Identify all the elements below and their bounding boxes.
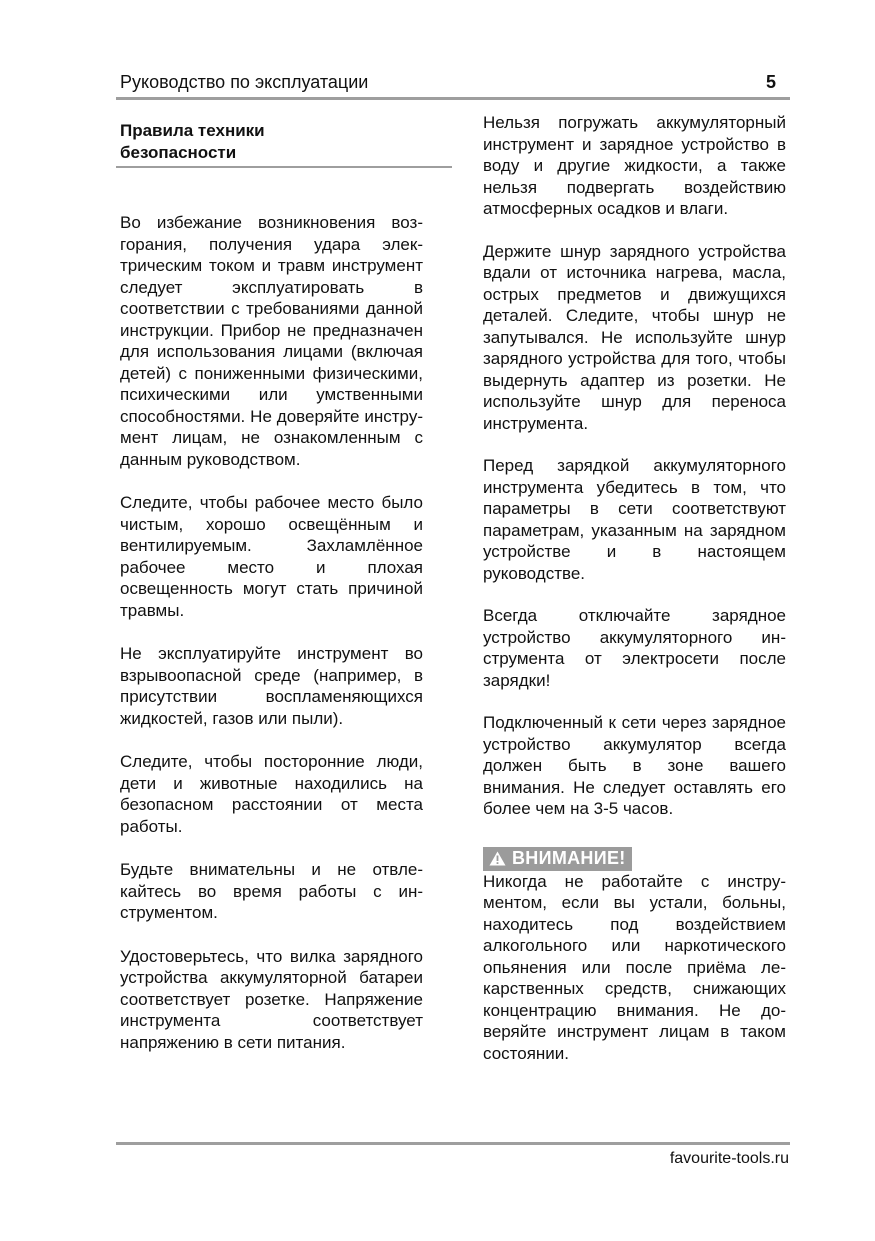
warning-triangle-icon [489,849,506,871]
paragraph: Подключенный к сети через зарядное устройство аккумулятор всегда должен быть в зоне вашего внимания. Не следует оставлять его более чем на 3-5 часов. [483,713,786,818]
footer-site: favourite-tools.ru [669,1150,789,1167]
paragraph: Всегда отключайте зарядное устройство аккумуляторного инструмента от электросети после зарядки! [483,606,786,690]
right-column [483,112,786,1085]
paragraph: Следите, чтобы рабочее место было чистым, хорошо освещённым и вентилируемым. Захламлённое рабочее место и плохая освещенность могут стать причиной травмы. [120,493,423,620]
footer-divider [116,1142,790,1145]
page-number: 5 [765,72,776,92]
paragraph: Нельзя погружать аккумуляторный инструмент и зарядное устройство в воду и другие жидкости, а также нельзя подвергать воздействию атмосферных осадков и влаги. [483,113,786,218]
section-title [120,120,423,164]
page-header-title: Руководство по эксплуатации [120,72,369,92]
paragraph: Перед зарядкой аккумуляторного инструмента убедитесь в том, что параметры в сети соответствуют параметрам, указанным на зарядном устройстве и в настоящем руководстве. [483,456,786,583]
paragraph: Следите, чтобы посторонние люди, дети и животные находились на безопасном расстоянии от места работы. [120,752,423,836]
section-title-line-1: Правила техники [120,121,265,140]
section-title-line-2: безопасности [120,143,237,162]
header-divider [116,97,790,100]
paragraph: Во избежание возникновения возгорания, получения удара электрическим током и травм инструмент следует эксплуатировать в соответствии с требованиями данной инструкции. Прибор не предназначен для использования лицами (включая детей) с пониженными физическими, психическими или умственными способностями. Не доверяйте инструмент лицам, не ознакомленным с данным руководством. [120,213,423,469]
warning-badge [483,847,632,871]
paragraph: Удостоверьтесь, что вилка зарядного устройства аккумуляторной батареи соответствует розетке. Напряжение инструмента соответствует напряжению в сети питания. [120,946,423,1052]
warning-label: ВНИМАНИЕ! [512,847,626,868]
section-title-underline [116,166,452,168]
left-column [120,112,423,1075]
paragraph: Будьте внимательны и не отвлекайтесь во время работы с инструментом. [120,860,423,922]
warning-text: Никогда не работайте с инструментом, если вы устали, больны, находитесь под воздействием алкогольного или наркотического опьянения или после приёма лекарственных средств, снижающих концентрацию внимания. Не доверяйте инструмент лицам в таком состоянии. [483,871,786,1063]
paragraph: Держите шнур зарядного устройства вдали от источника нагрева, масла, острых предметов и движущихся деталей. Следите, чтобы шнур не запутывался. Не используйте шнур зарядного устройства для того, чтобы выдернуть адаптер из розетки. Не используйте шнур для переноса инструмента. [483,241,786,433]
paragraph: Не эксплуатируйте инструмент во взрывоопасной среде (например, в присутствии воспламеняющихся жидкостей, газов или пыли). [120,644,423,728]
